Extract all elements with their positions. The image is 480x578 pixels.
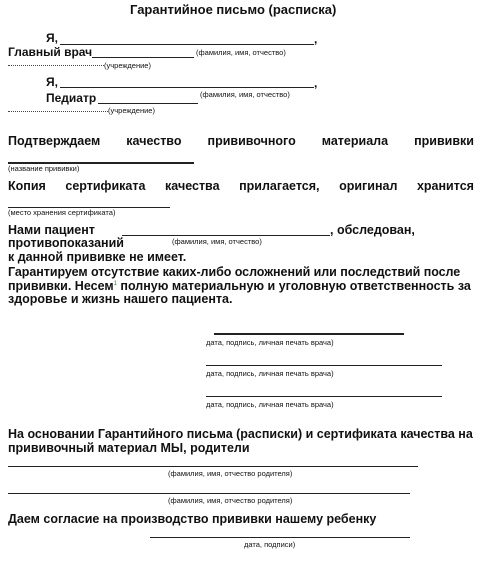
document-title: Гарантийное письмо (расписка): [130, 2, 337, 17]
position-pediatrician: Педиатр: [46, 91, 97, 105]
vaccine-name-caption: (название прививки): [8, 164, 80, 173]
guarantee-line-1: Гарантируем отсутствие каких-либо осложнений или последствий после: [8, 265, 461, 279]
consent-signature-line: [150, 537, 410, 538]
contraindications-label: противопоказаний: [8, 236, 124, 250]
signature-line-2: [206, 365, 442, 366]
cert-place-caption: (место хранения сертификата): [8, 208, 116, 217]
guarantee-line-2: прививки. Несем$^1$ полную материальную и уголовную ответственность за: [8, 279, 471, 293]
consent-caption: дата, подписи): [244, 540, 296, 549]
ya-label-2: Я,: [46, 75, 58, 89]
parent-caption-2: (фамилия, имя, отчество родителя): [168, 496, 293, 505]
comma-2: ,: [314, 76, 318, 90]
patient-examined: , обследован,: [330, 223, 415, 237]
signature-line-1: [214, 333, 404, 335]
org-caption-1: (учреждение): [104, 61, 151, 70]
org-line-2: [8, 111, 108, 112]
ya-label-1: Я,: [46, 31, 58, 45]
no-contraindications-text: к данной прививке не имеет.: [8, 250, 187, 264]
footnote-mark: 1: [113, 280, 117, 287]
comma-1: ,: [314, 32, 318, 46]
parent-line-2: [8, 493, 410, 494]
position-line-1: [92, 57, 194, 58]
guarantee-line-3: здоровье и жизнь нашего пациента.: [8, 292, 233, 306]
patient-fio-line: [122, 235, 330, 236]
signature-caption-2: дата, подпись, личная печать врача): [206, 369, 334, 378]
position-chief-doctor: Главный врач: [8, 45, 93, 59]
fio-caption-2: (фамилия, имя, отчество): [200, 90, 290, 99]
fio-line-1: [60, 44, 314, 45]
org-caption-2: (учреждение): [108, 106, 155, 115]
consent-text: Даем согласие на производство прививки нашему ребенку: [8, 512, 377, 526]
patient-label: Нами пациент: [8, 223, 95, 237]
certificate-line: Копия сертификата качества прилагается, оригинал хранится: [8, 179, 474, 193]
fio-caption-1: (фамилия, имя, отчество): [196, 48, 286, 57]
fio-line-2: [60, 87, 314, 88]
parent-line-1: [8, 466, 418, 467]
confirm-quality-line: Подтверждаем качество прививочного материала прививки: [8, 134, 474, 148]
basis-line-1: На основании Гарантийного письма (расписки) и сертификата качества на: [8, 427, 473, 441]
patient-fio-caption: (фамилия, имя, отчество): [172, 237, 262, 246]
parent-caption-1: (фамилия, имя, отчество родителя): [168, 469, 293, 478]
position-line-2: [98, 103, 198, 104]
signature-caption-1: дата, подпись, личная печать врача): [206, 338, 334, 347]
signature-line-3: [206, 396, 442, 397]
basis-line-2: прививочный материал МЫ, родители: [8, 441, 250, 455]
signature-caption-3: дата, подпись, личная печать врача): [206, 400, 334, 409]
org-line-1: [8, 65, 104, 66]
